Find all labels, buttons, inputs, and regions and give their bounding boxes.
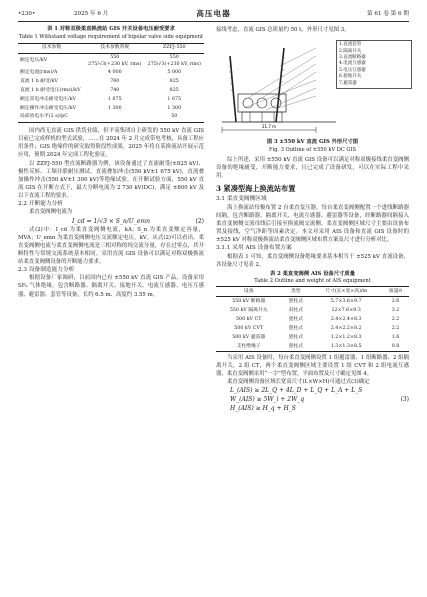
table-row — [18, 105, 204, 114]
equation-3 — [216, 386, 409, 413]
paragraph: 以 ZZFJ-550 型直流断路器为例，该设备通过了直流耐受(±825 kV)、极性反转、工频并联耐压测试，直流叠加冲击(550 kV±1 675 kV)，直流叠加操作冲击(550 kV±1 300 kV)等绝缘试验。在开断试验方面，550 kV 直流 GIS 在开断方式下，最大分断电流为 2 730 kV(DC)，满足 ±800 kV 及以下直流工程的要求。 — [18, 160, 204, 199]
table1-caption-zh: 表 1 对称双极柔直换流站 GIS 开关设备电压耐受要求 — [47, 26, 175, 32]
legend-item: 6.接地开关 — [339, 74, 362, 80]
table-row — [18, 113, 204, 122]
table-cell: 双柱式 — [288, 307, 303, 313]
legend-item: 7.避雷器 — [339, 80, 357, 86]
equation-line: W_(AIS) ≥ 5W_i + 2W_q — [230, 396, 305, 404]
table-row — [18, 96, 204, 105]
paragraph: 柔直变阀侧设备区域长宽高尺寸(L×W×H)可通过式(3)确定 — [227, 379, 370, 386]
table-cell: 550 275/√3(+230 kV, rms) — [88, 54, 142, 67]
table-cell: 500 kV CT — [235, 316, 262, 322]
table-cell: 825 — [169, 79, 179, 85]
table-cell: 3.2 — [391, 307, 400, 313]
table-cell: 瓷柱式 — [288, 325, 303, 331]
equation-text: I_cd = 1/√3 × S_n/U_emn — [72, 217, 150, 225]
page-header — [18, 8, 409, 20]
paragraph: 根据表 1 可知，柔直变阀侧设备绝缘要求基本相当于 ±525 kV 直流设备，各设备尺寸见表 2。 — [216, 253, 409, 268]
table1-header-cell: ZZFJ-550 — [162, 45, 186, 50]
table-cell: 瓷柱式 — [288, 298, 303, 304]
table-cell: 5 000 — [167, 70, 182, 76]
table-cell: 825 — [169, 87, 179, 93]
table-cell: 1 675 — [107, 96, 122, 102]
paragraph: 国内尚无直流 GIS 供货业绩，但平高集团自主研发的 550 kV 直流 GIS 目前已完成样机的型式试验，……在 2024 年 2 月完成带电考核，具备工程应用条件；GIS 绝缘件的研究取得阶段性成果，2025 年将在某换流站开展示范应用，预期 2024 年完成工程化验证。 — [18, 128, 204, 159]
table-cell: 1.2×1.2×8.3 — [330, 334, 362, 340]
figure-legend — [336, 40, 412, 89]
dimension-label: 21.7 m — [261, 124, 277, 130]
paragraph: 当采用 AIS 设备时，每台柔直变阀侧设置 1 组避雷器、1 组断路器、2 组隔离开关，2 组 CT，两个柔直变阀侧区域主要设置 1 组 CVT 和 2 组电流互感器，柔直变阀侧采用“一字”型布置，平面布置及尺寸确定见图 4。 — [216, 354, 409, 378]
table-row — [216, 342, 409, 352]
table-cell: 2.4×2.4×8.3 — [330, 316, 362, 322]
table-row — [216, 306, 409, 315]
section-heading: 2.3 设备制造能力分析 — [18, 266, 75, 273]
table-cell: 550 kV 断路器 — [232, 298, 266, 304]
table-cell: 瓷柱式 — [288, 316, 303, 322]
left-column — [18, 26, 204, 591]
table-cell: 直流 1 h 耐受/kV — [20, 79, 58, 85]
equation-number: (3) — [400, 396, 409, 404]
table-cell: 局部放电水平(2 s)/pC — [20, 114, 68, 120]
table-cell: 50 — [171, 114, 178, 120]
right-column — [216, 26, 409, 591]
equation-line: H_(AIS) ≥ H_q + H_S — [230, 405, 296, 413]
table-cell: 额定电流(rms)/A — [20, 70, 58, 76]
table1 — [18, 43, 204, 123]
paragraph: 海上换流站每极布置 2 台柔直变压器，每台柔直变阀侧配置一个进线断路器间隔，包含断路器、隔离开关、电流互感器、避雷器等设备，经断路器间隔接入柔直变阀侧交流母线后引接至换流阀交流侧。柔直变阀侧区域尺寸主要由设备布置及接线，空气净距等因素决定。本文对采用 AIS 设备和直流 GIS 设备时的 ±525 kV 对称双极换流站柔直变阀侧区域布置方案及尺寸进行分析对比。 — [216, 204, 409, 244]
table-cell: 1.3×1.3×8.5 — [330, 343, 362, 349]
table-cell: 额定操作冲击耐受电压/kV — [20, 105, 76, 111]
table-cell: 直流 1 h 耐受电压(rms)/kV — [20, 87, 81, 93]
section-heading: 2.2 开断能力分析 — [18, 201, 63, 208]
table-row — [18, 69, 204, 78]
table-row — [216, 296, 409, 306]
equation-number: (2) — [195, 217, 204, 225]
header-rule — [18, 21, 409, 22]
figure-3 — [216, 36, 409, 138]
table2-header-cell: 类型 — [290, 288, 301, 294]
table2-header-cell: 质量/t — [388, 288, 403, 294]
table1-header-cell: 技术参数 — [41, 45, 62, 50]
legend-item: 1.直流套管 — [339, 42, 362, 48]
table1-header-row — [18, 44, 204, 54]
table-cell — [85, 113, 144, 122]
table-cell: 12×7.6×9.3 — [331, 307, 361, 313]
paragraph: 接线考虑，直流 GIS 总质量约 50 t，外形尺寸见图 3。 — [216, 27, 350, 33]
ct-tank — [271, 98, 281, 108]
table1-header-cell: 技术参数常规 — [100, 45, 130, 50]
table-cell: 5.7×3.6×9.7 — [330, 298, 362, 304]
figure3-caption-zh: 图 3 ±550 kV 直流 GIS 外形尺寸图 — [266, 139, 359, 146]
table2 — [216, 286, 409, 352]
table-cell: 支柱绝缘子 — [236, 343, 261, 349]
table-cell: 740 — [110, 87, 120, 93]
table-cell: 550 275/√3(+230 kV, rms) — [147, 54, 201, 67]
figure3-caption-en: Fig. 3 Outline of ±550 kV DC GIS — [269, 146, 356, 153]
table2-caption-en: Table 2 Outline and weight of AIS equipment — [254, 278, 371, 285]
table2-header-cell: 尺寸(长×宽×高)/m — [325, 288, 368, 294]
table-row — [216, 333, 409, 342]
table2-header-cell: 设备 — [243, 288, 254, 294]
table-row — [216, 324, 409, 333]
paragraph: 综上所述，采用 ±550 kV 直流 GIS 设备可以满足对称双极接线柔直变阀侧设备的绝缘耐受、开断能力要求，且已完成了设备研发，可以在实际工程中采用。 — [216, 157, 409, 180]
table-cell: 1 300 — [167, 105, 182, 111]
equation-2 — [18, 217, 204, 226]
table-row — [216, 315, 409, 324]
table-cell: 2.2 — [391, 316, 400, 322]
issue-date: 2025 年 6 月 — [74, 11, 109, 17]
table-cell: 500 kV CVT — [234, 325, 264, 331]
paragraph: 式(2)中：I_cd 为柔直变阀侧电流，kA；S_n 为柔直变额定容量，MVA；U_emn 为柔直变阀侧电压交流额定电压，kV。从式(2)可以看出，柔直变阀侧电流与柔直变阀侧电流是三相对称的纯交流分量，存在过零点，其开断特性与常规交流系统基本相同。采用直流 GIS 设备可以满足对称双极换流站柔直变阀侧设备的开断能力要求。 — [18, 226, 204, 265]
table-row — [18, 78, 204, 87]
table-row — [18, 87, 204, 96]
table-cell: 0.8 — [391, 343, 400, 349]
table-cell: 550 kV 隔离开关 — [229, 307, 268, 313]
paragraph: 柔直变阀侧电流为 — [29, 209, 73, 216]
table-cell: 额定电压/kV — [20, 58, 48, 64]
table-cell: 500 kV 避雷器 — [232, 334, 266, 340]
legend-item: 2.隔离开关 — [339, 48, 362, 54]
section-heading: 3 紧凑型海上换流站布置 — [216, 184, 296, 194]
equation-line: L_(AIS) ≥ 2L_Q + 4L_D + L_Q + L_A + L_S — [230, 387, 363, 395]
table-cell: 瓷柱式 — [288, 343, 303, 349]
section-heading: 3.1 柔直变阀侧区域 — [216, 196, 267, 203]
table2-header-row — [216, 286, 409, 296]
table-cell: 2.2 — [391, 325, 400, 331]
legend-item: 5.电压互感器 — [339, 67, 366, 73]
table1-caption-en: Table 1 Withstand voltage requirement of bipolar valve side equipment — [18, 33, 204, 40]
table2-caption-zh: 表 2 柔直变阀侧 AIS 设备尺寸质量 — [269, 270, 356, 277]
table-row — [18, 53, 204, 69]
table-cell: 760 — [110, 79, 120, 85]
paragraph: 根据设备厂家调研，目前国内已有 ±550 kV 直流 GIS 产品，设备采用 SF₆ 气体绝缘，包含断路器、隔离开关、接地开关、电流互感器、电压互感器、避雷器、套管等设备，长约 6.5 m、高度约 3.55 m。 — [18, 275, 204, 298]
journal-title: 高压电器 — [196, 9, 231, 18]
table-cell: 额定雷电冲击耐受电压/kV — [20, 96, 76, 102]
table-cell: 4 000 — [107, 70, 122, 76]
table-cell: 2.4×2.2×8.2 — [330, 325, 362, 331]
table-cell: 1 675 — [167, 96, 182, 102]
table-cell: 2.6 — [391, 298, 400, 304]
legend-item: 3.直流断路器 — [339, 54, 366, 60]
table-cell: 1.6 — [391, 334, 400, 340]
table-cell: 瓷柱式 — [288, 334, 303, 340]
volume-issue: 第 61 卷 第 6 期 — [367, 11, 409, 17]
legend-item: 4.电流互感器 — [339, 61, 366, 67]
section-heading: 3.1.1 采用 AIS 设备布置方案 — [216, 245, 292, 252]
table-cell: 1 300 — [107, 105, 122, 111]
page-number: •230• — [18, 11, 36, 17]
